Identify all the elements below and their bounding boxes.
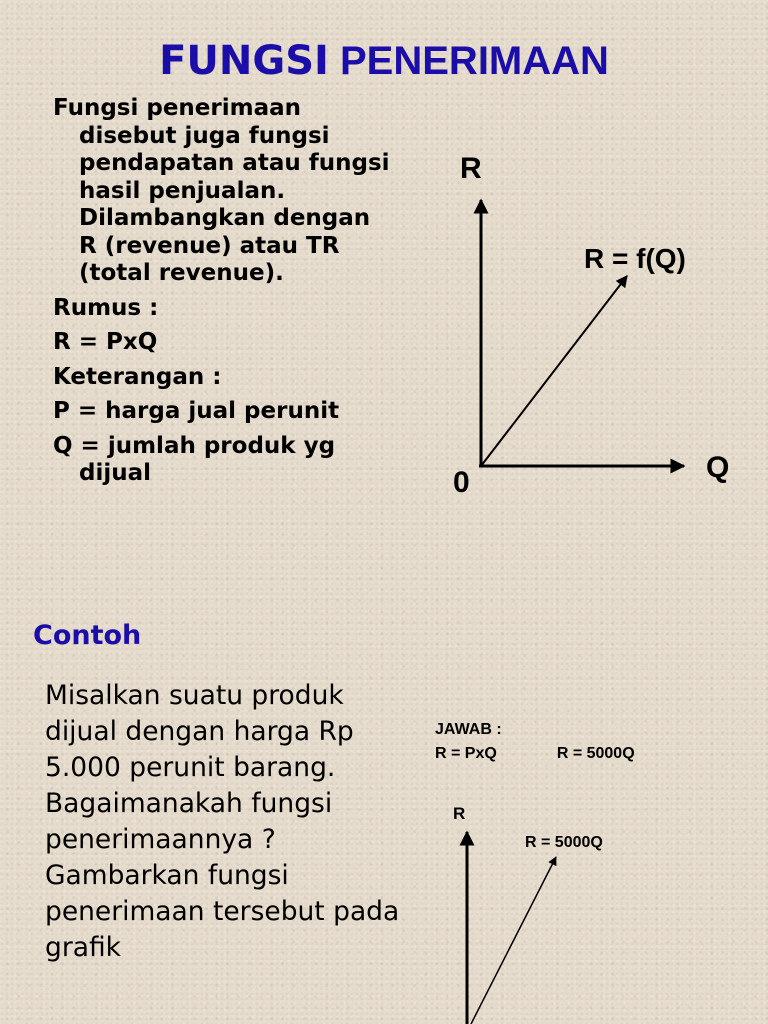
example-problem-text: Misalkan suatu produk dijual dengan harga Rp 5.000 perunit barang. Bagaimanakah fungsi penerimaannya ? Gambarkan fungsi penerimaan tersebut pada grafik <box>45 680 400 963</box>
graph1-revenue-line <box>481 276 627 466</box>
graph2-line-label: R = 5000Q <box>525 834 603 851</box>
answer-function: R = 5000Q <box>556 745 635 762</box>
contoh-heading: Contoh <box>33 620 142 651</box>
answer-formula: R = PxQ <box>435 745 497 762</box>
answer-label: JAWAB : <box>435 721 502 738</box>
graph1-origin-label: 0 <box>453 466 470 499</box>
title-part-2: PENERIMAAN <box>328 39 609 83</box>
graph1-x-label: Q <box>706 451 730 484</box>
rumus-formula: R = PxQ <box>53 329 158 355</box>
keterangan-label: Keterangan : <box>53 363 222 390</box>
graph2-revenue-line <box>471 857 556 1024</box>
keterangan-q: Q = jumlah produk yg dijual <box>53 432 336 486</box>
keterangan-p: P = harga jual perunit <box>53 398 340 424</box>
graph2-y-label: R <box>453 804 466 823</box>
rumus-label: Rumus : <box>53 294 159 321</box>
title-part-1: FUNGSI <box>159 38 329 84</box>
answer-block <box>435 718 635 766</box>
definition-text: Fungsi penerimaan disebut juga fungsi pendapatan atau fungsi hasil penjualan. Dilambangkan dengan R (revenue) atau TR (total revenue). <box>53 95 390 286</box>
graph1-line-label: R = f(Q) <box>584 243 686 274</box>
graph1-y-label: R <box>460 152 482 185</box>
